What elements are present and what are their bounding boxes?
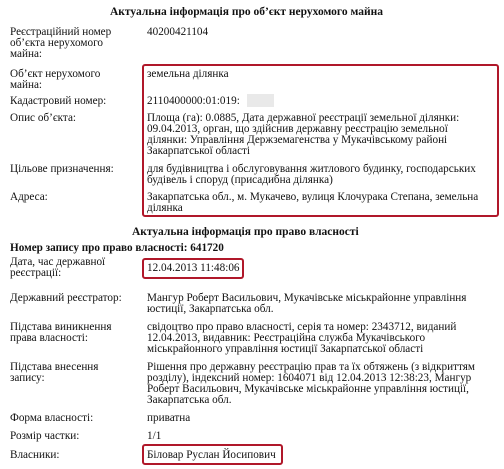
basis-label-line1: Підстава виникнення bbox=[10, 321, 112, 333]
highlight-date-box bbox=[142, 258, 244, 279]
share-value: 1/1 bbox=[147, 430, 162, 442]
date-label-line1: Дата, час державної bbox=[10, 256, 106, 268]
entry-line3: Роберт Васильович, Мукачівське міськрайонне управління юстиції, bbox=[147, 383, 469, 395]
reg-number-value: 40200421104 bbox=[147, 26, 209, 38]
object-value: земельна ділянка bbox=[147, 68, 229, 80]
entry-label-line2: запису: bbox=[10, 372, 45, 384]
record-number: Номер запису про право власності: 641720 bbox=[10, 242, 224, 254]
description-line3: ділянки: Управління Держземагенства у Мукачівському районі bbox=[147, 134, 448, 146]
basis-line1: свідоцтво про право власності, серія та номер: 2343712, виданий bbox=[147, 321, 457, 333]
registrar-line1: Мангур Роберт Васильович, Мукачівське міськрайонне управління bbox=[147, 292, 467, 304]
entry-line4: Закарпатська обл. bbox=[147, 394, 232, 406]
object-label-line2: майна: bbox=[10, 79, 43, 91]
basis-line3: міськрайонного управління юстиції Закарпатської області bbox=[147, 343, 424, 355]
address-label: Адреса: bbox=[10, 191, 48, 203]
reg-number-label-line3: майна: bbox=[10, 48, 43, 60]
reg-number-label-line2: об’єкта нерухомого bbox=[10, 37, 104, 49]
purpose-label: Цільове призначення: bbox=[10, 163, 114, 175]
description-line1: Площа (га): 0.0885, Дата державної реєстрації земельної ділянки: bbox=[147, 112, 460, 124]
description-label: Опис об’єкта: bbox=[10, 112, 77, 124]
section-title-ownership: Актуальна інформація про право власності bbox=[132, 226, 359, 238]
purpose-line1: для будівництва і обслуговування житлового будинку, господарських bbox=[147, 163, 476, 175]
entry-line1: Рішення про державну реєстрацію прав та їх обтяжень (з відкриттям bbox=[147, 361, 475, 373]
owners-value: Біловар Руслан Йосипович bbox=[147, 449, 276, 461]
share-label: Розмір частки: bbox=[10, 430, 80, 442]
registrar-line2: юстиції, Закарпатська обл. bbox=[147, 303, 274, 315]
highlight-owner-box bbox=[142, 444, 283, 465]
cadastral-label: Кадастровий номер: bbox=[10, 95, 107, 107]
purpose-line2: будівель і споруд (присадибна ділянка) bbox=[147, 174, 333, 186]
basis-line2: 12.04.2013, видавник: Реєстраційна служба Мукачівського bbox=[147, 332, 426, 344]
reg-number-label-line1: Реєстраційний номер bbox=[10, 26, 112, 38]
date-label-line2: реєстрації: bbox=[10, 267, 62, 279]
owners-label: Власники: bbox=[10, 449, 60, 461]
cadastral-value: 2110400000:01:019: bbox=[147, 95, 240, 107]
form-value: приватна bbox=[147, 412, 191, 424]
registrar-label: Державний реєстратор: bbox=[10, 292, 122, 304]
section-title-object: Актуальна інформація про об’єкт нерухомого майна bbox=[110, 6, 383, 18]
highlight-object-box bbox=[142, 64, 499, 217]
form-label: Форма власності: bbox=[10, 412, 94, 424]
address-line1: Закарпатська обл., м. Мукачево, вулиця Клочурака Степана, земельна bbox=[147, 191, 479, 203]
description-line2: 09.04.2013, орган, що здійснив державну реєстрацію земельної bbox=[147, 123, 448, 135]
date-value: 12.04.2013 11:48:06 bbox=[147, 262, 240, 274]
object-label-line1: Об’єкт нерухомого bbox=[10, 68, 101, 80]
description-line4: Закарпатської області bbox=[147, 145, 251, 157]
basis-label-line2: права власності: bbox=[10, 332, 89, 344]
entry-line2: розділу), індексний номер: 1604071 від 12.04.2013 12:38:23, Мангур bbox=[147, 372, 472, 384]
address-line2: ділянка bbox=[147, 202, 183, 214]
entry-label-line1: Підстава внесення bbox=[10, 361, 99, 373]
